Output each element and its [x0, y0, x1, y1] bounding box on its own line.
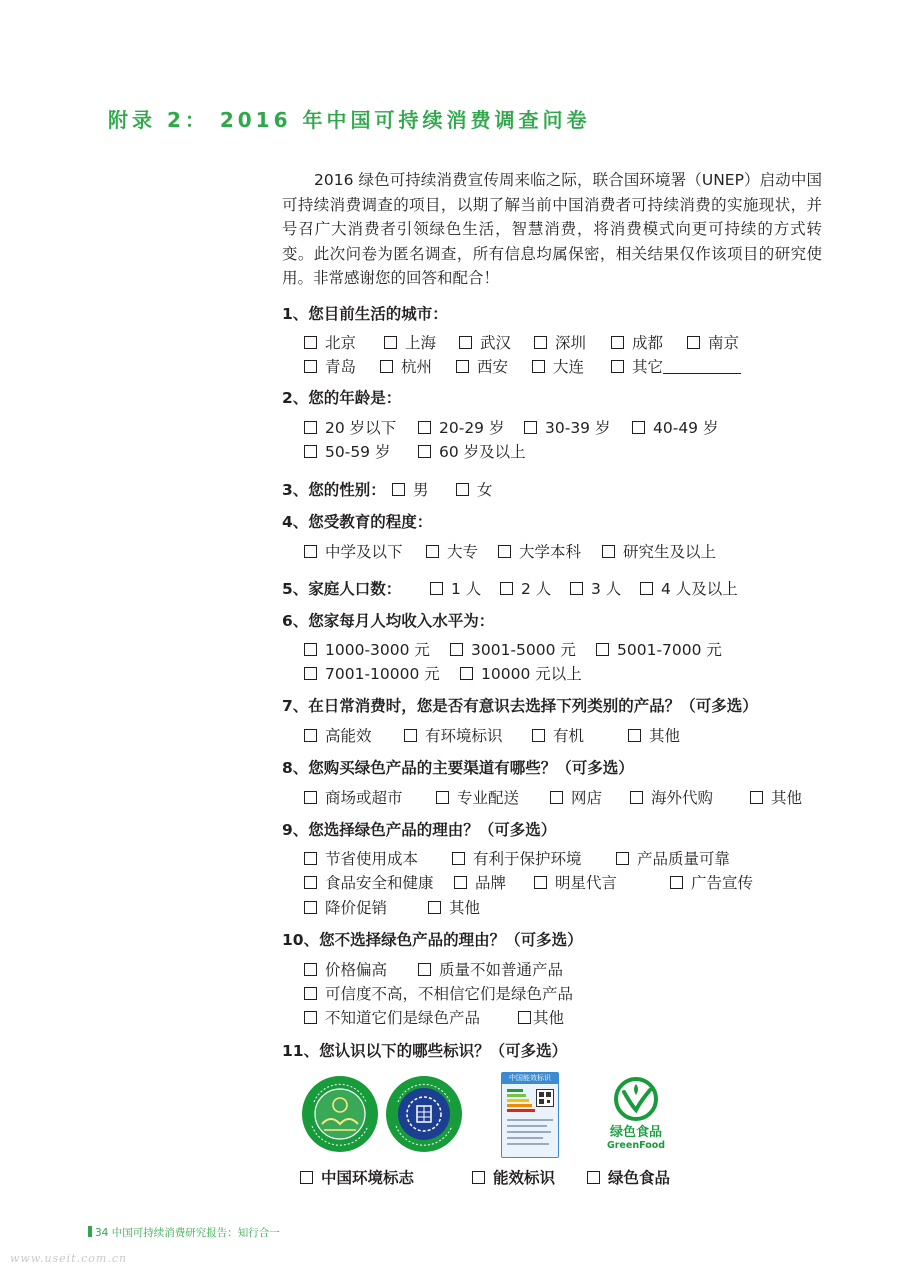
green-food-logo [606, 1076, 666, 1152]
watermark: www.useit.com.cn [10, 1252, 128, 1265]
china-environmental-label-ii-logo [384, 1074, 464, 1154]
checkbox-icon[interactable] [532, 360, 545, 373]
q1-option-shenzhen[interactable]: 深圳 [534, 331, 586, 353]
question-7: 7、在日常消费时，您是否有意识去选择下列类别的产品？（可多选） [282, 697, 758, 715]
q10-option-3[interactable]: 可信度不高，不相信它们是绿色产品 [304, 982, 573, 1004]
checkbox-icon[interactable] [550, 791, 563, 804]
checkbox-icon[interactable] [304, 643, 317, 656]
checkbox-icon[interactable] [418, 963, 431, 976]
q1-option-xian[interactable]: 西安 [456, 355, 508, 377]
q2-option-3[interactable]: 30-39 岁 [524, 416, 610, 438]
label-text-line [507, 1125, 547, 1127]
checkbox-icon[interactable] [687, 336, 700, 349]
checkbox-icon[interactable] [300, 1171, 313, 1184]
q2-option-5[interactable]: 50-59 岁 [304, 440, 390, 462]
question-8: 8、您购买绿色产品的主要渠道有哪些？（可多选） [282, 759, 634, 777]
q8-option-2[interactable]: 专业配送 [436, 786, 519, 808]
checkbox-icon[interactable] [384, 336, 397, 349]
checkbox-icon[interactable] [500, 582, 513, 595]
energy-bar-5 [507, 1109, 535, 1112]
page-footer: 34 中国可持续消费研究报告：知行合一 [88, 1225, 280, 1240]
q10-option-5[interactable]: 其他 [518, 1006, 564, 1028]
checkbox-icon[interactable] [587, 1171, 600, 1184]
checkbox-icon[interactable] [632, 421, 645, 434]
checkbox-icon[interactable] [518, 1011, 531, 1024]
checkbox-icon[interactable] [498, 545, 511, 558]
label-text-line [507, 1131, 551, 1133]
q2-option-1[interactable]: 20 岁以下 [304, 416, 396, 438]
intro-paragraph: 2016 绿色可持续消费宣传周来临之际，联合国环境署（UNEP）启动中国可持续消费调查的项目，以期了解当前中国消费者可持续消费的实施现状，并号召广大消费者引领绿色生活，智慧消费，将消费模式向更可持续的方式转变。此次问卷为匿名调查，所有信息均属保密，相关结果仅作该项目的研究使用。非常感谢您的回答和配合！ [282, 171, 822, 287]
q1-option-other[interactable]: 其它 [611, 355, 741, 377]
q9-option-9[interactable]: 其他 [428, 896, 480, 918]
checkbox-icon[interactable] [640, 582, 653, 595]
checkbox-icon[interactable] [304, 1011, 317, 1024]
checkbox-icon[interactable] [304, 852, 317, 865]
checkbox-icon[interactable] [628, 729, 641, 742]
q8-option-5[interactable]: 其他 [750, 786, 802, 808]
checkbox-icon[interactable] [472, 1171, 485, 1184]
checkbox-icon[interactable] [304, 667, 317, 680]
q8-option-1[interactable]: 商场或超市 [304, 786, 403, 808]
checkbox-icon[interactable] [418, 445, 431, 458]
energy-bar-4 [507, 1104, 532, 1107]
q10-option-2[interactable]: 质量不如普通产品 [418, 958, 563, 980]
checkbox-icon[interactable] [304, 421, 317, 434]
q6-option-3[interactable]: 5001-7000 元 [596, 638, 722, 660]
energy-label-title: 中国能效标识 [502, 1073, 558, 1084]
q11-option-energy-label[interactable]: 能效标识 [472, 1166, 555, 1188]
green-food-emblem-icon [606, 1076, 666, 1122]
q9-option-1[interactable]: 节省使用成本 [304, 847, 418, 869]
q10-option-4[interactable]: 不知道它们是绿色产品 [304, 1006, 480, 1028]
checkbox-icon[interactable] [670, 876, 683, 889]
checkbox-icon[interactable] [380, 360, 393, 373]
q6-option-1[interactable]: 1000-3000 元 [304, 638, 430, 660]
checkbox-icon[interactable] [452, 852, 465, 865]
checkbox-icon[interactable] [304, 791, 317, 804]
q10-option-1[interactable]: 价格偏高 [304, 958, 387, 980]
q7-option-4[interactable]: 其他 [628, 724, 680, 746]
q6-option-5[interactable]: 10000 元以上 [460, 662, 582, 684]
question-1: 1、您目前生活的城市： [282, 305, 448, 323]
q8-option-3[interactable]: 网店 [550, 786, 602, 808]
checkbox-icon[interactable] [392, 483, 405, 496]
checkbox-icon[interactable] [616, 852, 629, 865]
energy-bar-3 [507, 1099, 529, 1102]
q2-option-6[interactable]: 60 岁及以上 [418, 440, 526, 462]
q11-option-env-label[interactable]: 中国环境标志 [300, 1166, 414, 1188]
question-9: 9、您选择绿色产品的理由？（可多选） [282, 821, 557, 839]
q9-option-2[interactable]: 有利于保护环境 [452, 847, 582, 869]
q2-option-2[interactable]: 20-29 岁 [418, 416, 504, 438]
green-food-text: 绿色食品 [609, 1125, 662, 1140]
q3-option-male[interactable]: 男 [392, 478, 429, 500]
checkbox-icon[interactable] [602, 545, 615, 558]
qr-code-icon [536, 1089, 554, 1107]
q5-option-3[interactable]: 3 人 [570, 577, 621, 599]
checkbox-icon[interactable] [404, 729, 417, 742]
q1-option-wuhan[interactable]: 武汉 [459, 331, 511, 353]
checkbox-icon[interactable] [450, 643, 463, 656]
question-5: 5、家庭人口数： [282, 580, 402, 598]
checkbox-icon[interactable] [459, 336, 472, 349]
green-food-en-text: GreenFood [606, 1140, 666, 1151]
q1-option-shanghai[interactable]: 上海 [384, 331, 436, 353]
q9-option-8[interactable]: 降价促销 [304, 896, 387, 918]
q9-option-6[interactable]: 明星代言 [534, 871, 617, 893]
checkbox-icon[interactable] [532, 729, 545, 742]
checkbox-icon[interactable] [304, 336, 317, 349]
q1-option-chengdu[interactable]: 成都 [611, 331, 663, 353]
checkbox-icon[interactable] [611, 336, 624, 349]
checkbox-icon[interactable] [456, 483, 469, 496]
label-text-line [507, 1137, 543, 1139]
q11-option-green-food[interactable]: 绿色食品 [587, 1166, 670, 1188]
question-6: 6、您家每月人均收入水平为： [282, 612, 495, 630]
label-text-line [507, 1119, 553, 1121]
footer-bar-icon [88, 1226, 92, 1237]
checkbox-icon[interactable] [304, 876, 317, 889]
checkbox-icon[interactable] [304, 987, 317, 1000]
energy-efficiency-label-logo [501, 1072, 559, 1158]
checkbox-icon[interactable] [304, 445, 317, 458]
q2-option-4[interactable]: 40-49 岁 [632, 416, 718, 438]
checkbox-icon[interactable] [304, 901, 317, 914]
question-4: 4、您受教育的程度： [282, 513, 433, 531]
q5-option-1[interactable]: 1 人 [430, 577, 481, 599]
checkbox-icon[interactable] [418, 421, 431, 434]
page-title: 附录 2： 2016 年中国可持续消费调查问卷 [108, 108, 591, 132]
checkbox-icon[interactable] [304, 963, 317, 976]
q7-option-3[interactable]: 有机 [532, 724, 584, 746]
q9-option-7[interactable]: 广告宣传 [670, 871, 753, 893]
q1-option-hangzhou[interactable]: 杭州 [380, 355, 432, 377]
q6-option-2[interactable]: 3001-5000 元 [450, 638, 576, 660]
question-2: 2、您的年龄是： [282, 389, 402, 407]
q1-option-beijing[interactable]: 北京 [304, 331, 356, 353]
checkbox-icon[interactable] [436, 791, 449, 804]
q3-option-female[interactable]: 女 [456, 478, 493, 500]
q9-option-5[interactable]: 品牌 [454, 871, 506, 893]
q6-option-4[interactable]: 7001-10000 元 [304, 662, 440, 684]
checkbox-icon[interactable] [304, 360, 317, 373]
checkbox-icon[interactable] [460, 667, 473, 680]
q9-option-4[interactable]: 食品安全和健康 [304, 871, 434, 893]
q5-option-2[interactable]: 2 人 [500, 577, 551, 599]
label-text-line [507, 1143, 549, 1145]
q4-option-3[interactable]: 大学本科 [498, 540, 581, 562]
q5-option-4[interactable]: 4 人及以上 [640, 577, 738, 599]
checkbox-icon[interactable] [430, 582, 443, 595]
checkbox-icon[interactable] [304, 545, 317, 558]
energy-bar-1 [507, 1089, 523, 1092]
china-environmental-label-logo [300, 1074, 380, 1154]
q7-option-1[interactable]: 高能效 [304, 724, 372, 746]
checkbox-icon[interactable] [428, 901, 441, 914]
q8-option-4[interactable]: 海外代购 [630, 786, 713, 808]
q1-option-qingdao[interactable]: 青岛 [304, 355, 356, 377]
q4-option-4[interactable]: 研究生及以上 [602, 540, 716, 562]
checkbox-icon[interactable] [534, 336, 547, 349]
q4-option-2[interactable]: 大专 [426, 540, 478, 562]
fill-in-blank[interactable] [663, 361, 741, 374]
energy-bar-2 [507, 1094, 526, 1097]
q1-option-dalian[interactable]: 大连 [532, 355, 584, 377]
checkbox-icon[interactable] [611, 360, 624, 373]
checkbox-icon[interactable] [456, 360, 469, 373]
q4-option-1[interactable]: 中学及以下 [304, 540, 403, 562]
checkbox-icon[interactable] [524, 421, 537, 434]
question-10: 10、您不选择绿色产品的理由？（可多选） [282, 931, 583, 949]
checkbox-icon[interactable] [596, 643, 609, 656]
question-11: 11、您认识以下的哪些标识？（可多选） [282, 1042, 568, 1060]
checkbox-icon[interactable] [454, 876, 467, 889]
checkbox-icon[interactable] [630, 791, 643, 804]
checkbox-icon[interactable] [426, 545, 439, 558]
checkbox-icon[interactable] [750, 791, 763, 804]
q1-option-nanjing[interactable]: 南京 [687, 331, 739, 353]
checkbox-icon[interactable] [304, 729, 317, 742]
q7-option-2[interactable]: 有环境标识 [404, 724, 503, 746]
checkbox-icon[interactable] [534, 876, 547, 889]
question-3: 3、您的性别： [282, 481, 386, 499]
checkbox-icon[interactable] [570, 582, 583, 595]
q9-option-3[interactable]: 产品质量可靠 [616, 847, 730, 869]
